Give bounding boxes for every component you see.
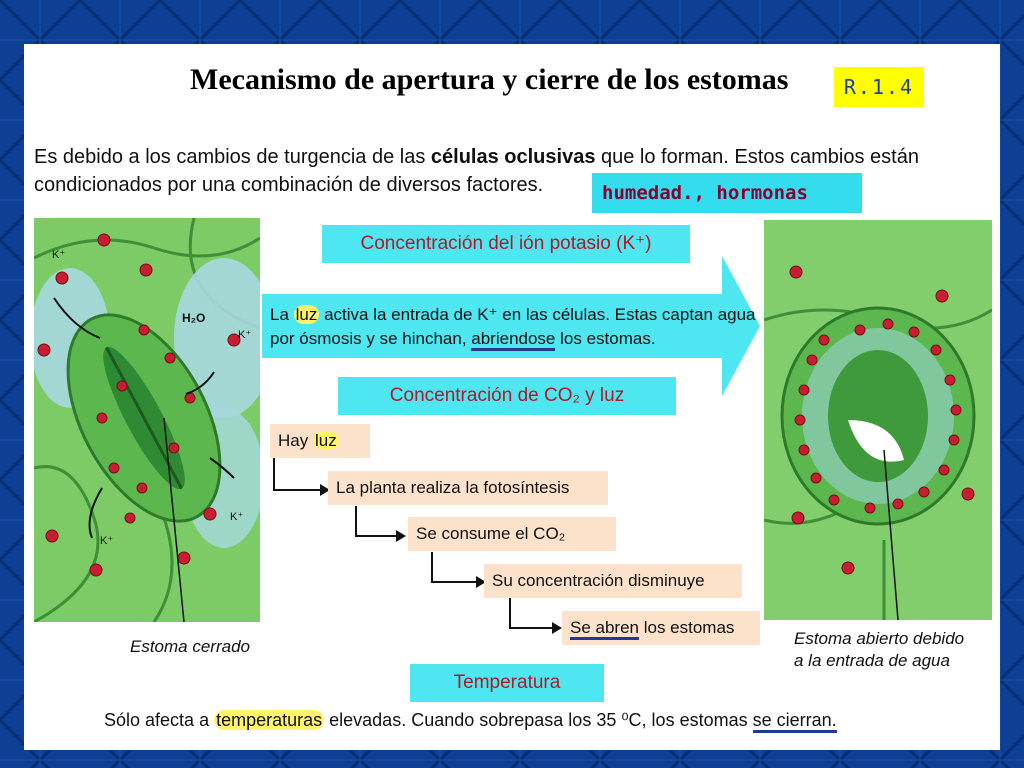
step-abren-underlined: Se abren xyxy=(570,618,639,640)
step-hay-luz-text: Hay xyxy=(278,431,313,450)
svg-text:K⁺: K⁺ xyxy=(52,249,66,261)
temperature-heading: Temperatura xyxy=(410,664,604,702)
potassium-heading: Concentración del ión potasio (K⁺) xyxy=(322,225,690,263)
open-stoma-caption-line1: Estoma abierto debido xyxy=(794,629,965,648)
closed-stoma-caption: Estoma cerrado xyxy=(130,637,250,656)
page-title: Mecanismo de apertura y cierre de los estomas xyxy=(190,63,789,96)
step-hay-luz-highlight: luz xyxy=(314,431,337,450)
step-consume-co2: Se consume el CO₂ xyxy=(408,517,616,551)
intro-text-part1: Es debido a los cambios de turgencia de las xyxy=(34,146,431,168)
factors-badge: humedad., hormonas xyxy=(592,173,862,213)
open-stoma-caption xyxy=(794,628,964,672)
temperature-highlight: temperaturas xyxy=(216,710,323,730)
intro-text-bold: células oclusivas xyxy=(430,146,596,168)
co2-heading: Concentración de CO₂ y luz xyxy=(338,377,676,415)
intro-text-part2: que lo forman. Estos cambios están condicionados por una combinación de diversos factores. xyxy=(34,146,919,196)
open-stoma-caption-line2: a la entrada de agua xyxy=(794,651,950,670)
temperature-text-middle: elevadas. Cuando sobrepasa los 35 ⁰C, los estomas xyxy=(324,710,753,730)
potassium-text xyxy=(270,303,760,351)
closed-stoma-illustration xyxy=(34,218,260,622)
temperature-text-start: Sólo afecta a xyxy=(104,710,215,730)
potassium-text-middle: activa la entrada de K⁺ en las células. Estas captan agua por ósmosis y se hinchan, xyxy=(270,305,756,348)
potassium-luz-highlight: luz xyxy=(295,305,318,324)
step-fotosintesis: La planta realiza la fotosíntesis xyxy=(328,471,608,505)
svg-text:H₂O: H₂O xyxy=(182,311,206,325)
potassium-text-end: los estomas. xyxy=(555,329,656,348)
svg-text:K⁺: K⁺ xyxy=(100,535,114,547)
reference-badge: R.1.4 xyxy=(834,67,924,107)
temperature-text xyxy=(104,710,837,731)
potassium-underlined-word: abriendose xyxy=(471,329,555,351)
step-concentracion: Su concentración disminuye xyxy=(484,564,742,598)
step-abren-rest: los estomas xyxy=(639,618,735,637)
open-stoma-illustration xyxy=(764,220,992,620)
potassium-text-start: La xyxy=(270,305,294,324)
step-hay-luz xyxy=(270,424,370,458)
temperature-underlined: se cierran. xyxy=(753,710,837,733)
svg-text:K⁺: K⁺ xyxy=(238,329,252,341)
svg-text:K⁺: K⁺ xyxy=(230,511,244,523)
step-abren-estomas xyxy=(562,611,760,645)
